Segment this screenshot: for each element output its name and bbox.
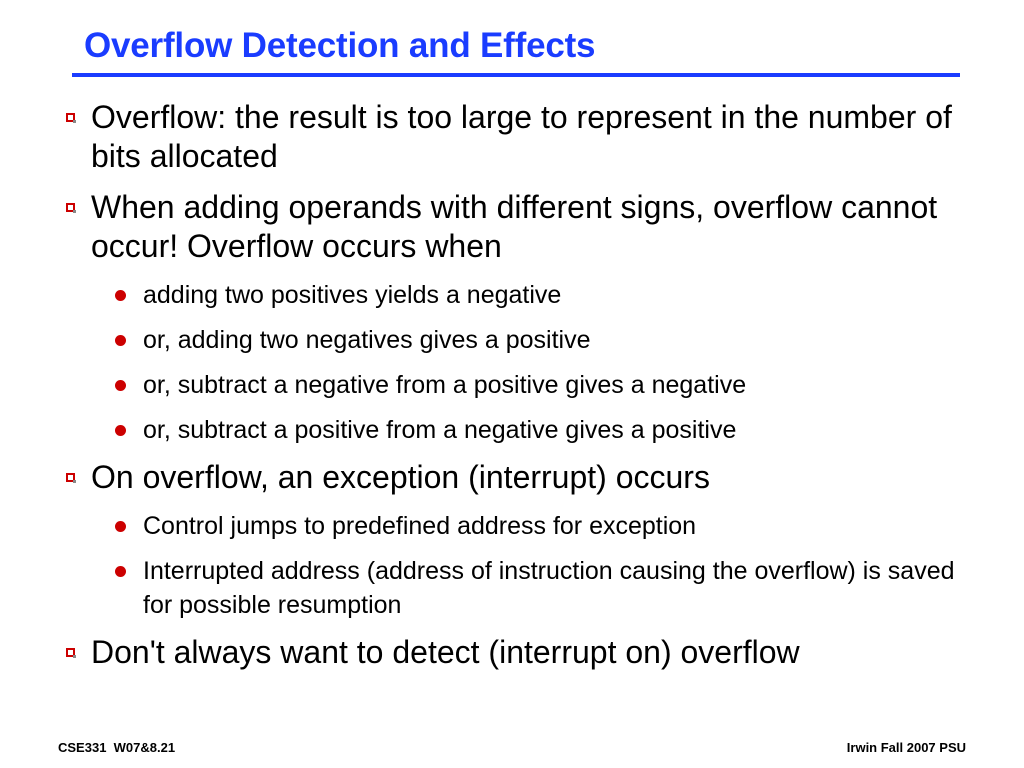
bullet-exception <box>58 458 968 497</box>
round-bullet-icon <box>115 380 126 391</box>
bullet-text: When adding operands with different signs, overflow cannot occur! Overflow occurs when <box>91 189 938 264</box>
bullet-different-signs <box>58 188 968 266</box>
sublist-overflow-cases <box>58 278 968 447</box>
title-underline <box>72 73 960 77</box>
sub-bullet <box>58 509 968 543</box>
sub-bullet-text: or, subtract a negative from a positive gives a negative <box>143 371 747 399</box>
sub-bullet-text: adding two positives yields a negative <box>143 281 562 309</box>
round-bullet-icon <box>115 335 126 346</box>
round-bullet-icon <box>115 521 126 532</box>
bullet-detect-optional <box>58 633 968 672</box>
sub-bullet-text: or, adding two negatives gives a positive <box>143 326 591 354</box>
square-bullet-icon <box>66 113 75 122</box>
footer-author-term: Irwin Fall 2007 PSU <box>846 740 966 755</box>
sub-bullet <box>58 554 968 622</box>
round-bullet-icon <box>115 425 126 436</box>
round-bullet-icon <box>115 566 126 577</box>
sub-bullet <box>58 278 968 312</box>
footer-course-page: CSE331 W07&8.21 <box>58 740 176 755</box>
bullet-text: On overflow, an exception (interrupt) occurs <box>91 459 710 495</box>
square-bullet-icon <box>66 473 75 482</box>
round-bullet-icon <box>115 290 126 301</box>
sub-bullet <box>58 323 968 357</box>
sub-bullet <box>58 413 968 447</box>
sub-bullet-text: Interrupted address (address of instruction causing the overflow) is saved for possible resumption <box>143 557 955 619</box>
slide-content <box>58 98 968 684</box>
bullet-overflow-definition <box>58 98 968 176</box>
sub-bullet-text: or, subtract a positive from a negative gives a positive <box>143 416 737 444</box>
bullet-text: Overflow: the result is too large to represent in the number of bits allocated <box>91 99 952 174</box>
square-bullet-icon <box>66 648 75 657</box>
square-bullet-icon <box>66 203 75 212</box>
bullet-text: Don't always want to detect (interrupt on) overflow <box>91 634 800 670</box>
sub-bullet-text: Control jumps to predefined address for exception <box>143 512 697 540</box>
slide-title: Overflow Detection and Effects <box>84 26 596 65</box>
sublist-exception-details <box>58 509 968 622</box>
sub-bullet <box>58 368 968 402</box>
